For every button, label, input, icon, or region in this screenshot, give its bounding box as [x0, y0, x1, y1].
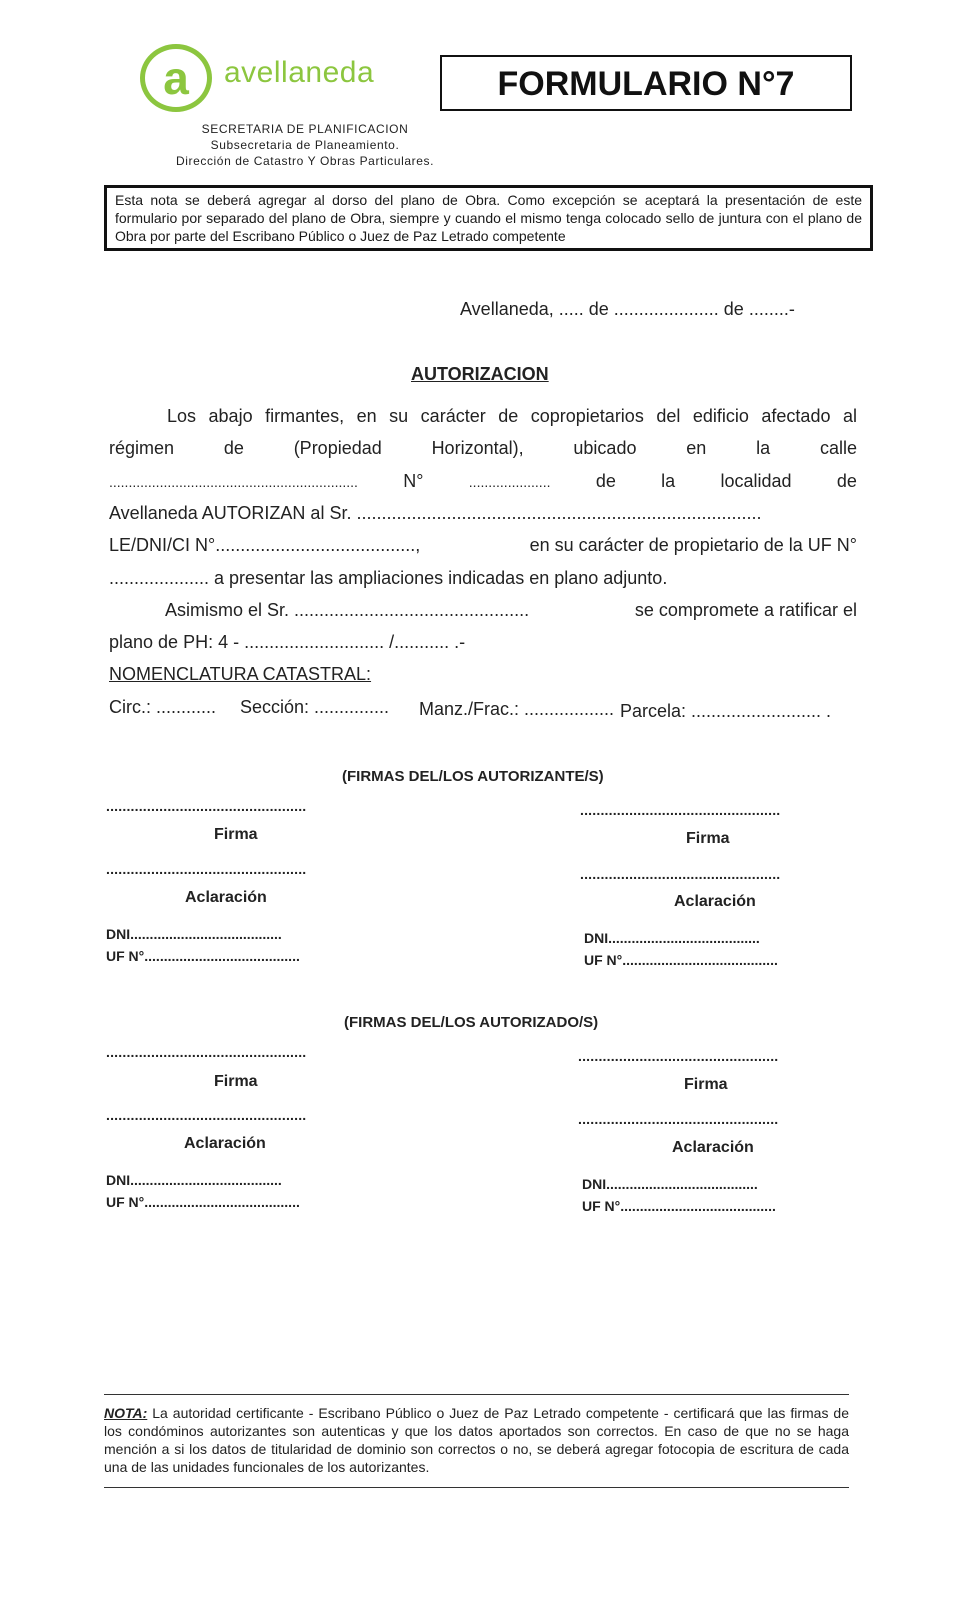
body-line-8: plano de PH: 4 - ............................ /........... .- [109, 632, 466, 652]
number-label: N° [403, 471, 424, 491]
body-line-2 [109, 438, 857, 459]
logo-letter: a [163, 52, 189, 104]
aclaracion-line[interactable]: ................................................. [106, 861, 307, 877]
form-title: FORMULARIO N°7 [440, 55, 852, 111]
nota-label: NOTA: [104, 1405, 148, 1421]
signatures-heading-authorized: (FIRMAS DEL/LOS AUTORIZADO/S) [344, 1014, 599, 1031]
word: en [686, 438, 707, 458]
notice-box [104, 185, 873, 251]
word: régimen [109, 438, 175, 458]
seccion-field: Sección: ............... [240, 697, 390, 717]
signature-line[interactable]: ................................................. [578, 1048, 779, 1064]
word: la [756, 438, 771, 458]
word: la [661, 471, 676, 491]
word: de [223, 438, 244, 458]
firma-label: Firma [214, 826, 258, 843]
body-line-3 [109, 471, 857, 492]
signature-line[interactable]: ................................................. [580, 802, 781, 818]
aclaracion-line[interactable]: ................................................. [580, 866, 781, 882]
word: de [836, 471, 857, 491]
firma-label: Firma [686, 830, 730, 847]
section-title: AUTORIZACION [411, 364, 549, 384]
divider-top [104, 1394, 849, 1395]
aclaracion-label: Aclaración [672, 1139, 754, 1156]
street-blank: ................................................................ [109, 474, 358, 490]
dni-field[interactable]: DNI....................................... [584, 930, 760, 946]
divider-bottom [104, 1487, 849, 1488]
body-line-5 [109, 535, 857, 556]
aclaracion-label: Aclaración [674, 893, 756, 910]
nota-block [104, 1404, 849, 1476]
uf-field[interactable]: UF N°........................................ [584, 952, 778, 968]
sr-blank: Asimismo el Sr. ............................................... [165, 600, 530, 620]
aclaracion-line[interactable]: ................................................. [106, 1107, 307, 1123]
word: (Propiedad [293, 438, 382, 458]
word: ubicado [573, 438, 637, 458]
org-line-2: Subsecretaria de Planeamiento. [210, 138, 400, 152]
nota-text: La autoridad certificante - Escribano Público o Juez de Paz Letrado competente - certificará que las firmas de los condóminos autorizantes son autenticas y que los datos aportados son correctos. En caso de que no se haga mención a si los datos de titularidad de dominio son correctos o no, se deberá agregar fotocopia de escritura de cada una de las unidades funcionales de los autorizantes. [104, 1405, 849, 1475]
nomenclatura-heading: NOMENCLATURA CATASTRAL: [109, 664, 372, 684]
aclaracion-label: Aclaración [185, 889, 267, 906]
signature-line[interactable]: ................................................. [106, 798, 307, 814]
org-line-3: Dirección de Catastro Y Obras Particulares. [175, 154, 435, 168]
dni-blank: LE/DNI/CI N°........................................, [109, 535, 421, 555]
date-line: Avellaneda, ..... de ..................... de ........- [460, 299, 795, 319]
body-line-1: Los abajo firmantes, en su carácter de copropietarios del edificio afectado al [167, 406, 857, 426]
uf-field[interactable]: UF N°........................................ [582, 1198, 776, 1214]
word: de [595, 471, 616, 491]
word: localidad [720, 471, 792, 491]
body-line-7 [165, 600, 857, 621]
word: Horizontal), [431, 438, 524, 458]
uf-field[interactable]: UF N°........................................ [106, 948, 300, 964]
manz-field: Manz./Frac.: .................. [419, 699, 615, 719]
signature-line[interactable]: ................................................. [106, 1044, 307, 1060]
firma-label: Firma [214, 1073, 258, 1090]
dni-field[interactable]: DNI....................................... [106, 1172, 282, 1188]
aclaracion-label: Aclaración [184, 1135, 266, 1152]
dni-field[interactable]: DNI....................................... [582, 1176, 758, 1192]
firma-label: Firma [684, 1076, 728, 1093]
body-line-4: Avellaneda AUTORIZAN al Sr. ................................................................................. [109, 503, 762, 523]
body-line-6: .................... a presentar las ampliaciones indicadas en plano adjunto. [109, 568, 668, 588]
aclaracion-line[interactable]: ................................................. [578, 1111, 779, 1127]
parcela-field: Parcela: .......................... . [620, 701, 832, 721]
number-blank: ..................... [468, 474, 551, 490]
logo-text: avellaneda [224, 56, 375, 89]
notice-text: Esta nota se deberá agregar al dorso del plano de Obra. Como excepción se aceptará la presentación de este formulario por separado del plano de Obra, siempre y cuando el mismo tenga colocado sello de juntura con el plano de Obra por parte del Escribano Público o Juez de Paz Letrado competente [115, 192, 862, 244]
ratify-text: se compromete a ratificar el [634, 600, 857, 620]
org-line-1: SECRETARIA DE PLANIFICACION [201, 122, 409, 136]
word: calle [819, 438, 857, 458]
owner-text: en su carácter de propietario de la UF N° [529, 535, 857, 555]
logo-mark [140, 44, 212, 112]
dni-field[interactable]: DNI....................................... [106, 926, 282, 942]
circ-field: Circ.: ............ [109, 697, 217, 717]
signatures-heading-authorizers: (FIRMAS DEL/LOS AUTORIZANTE/S) [342, 768, 604, 785]
uf-field[interactable]: UF N°........................................ [106, 1194, 300, 1210]
